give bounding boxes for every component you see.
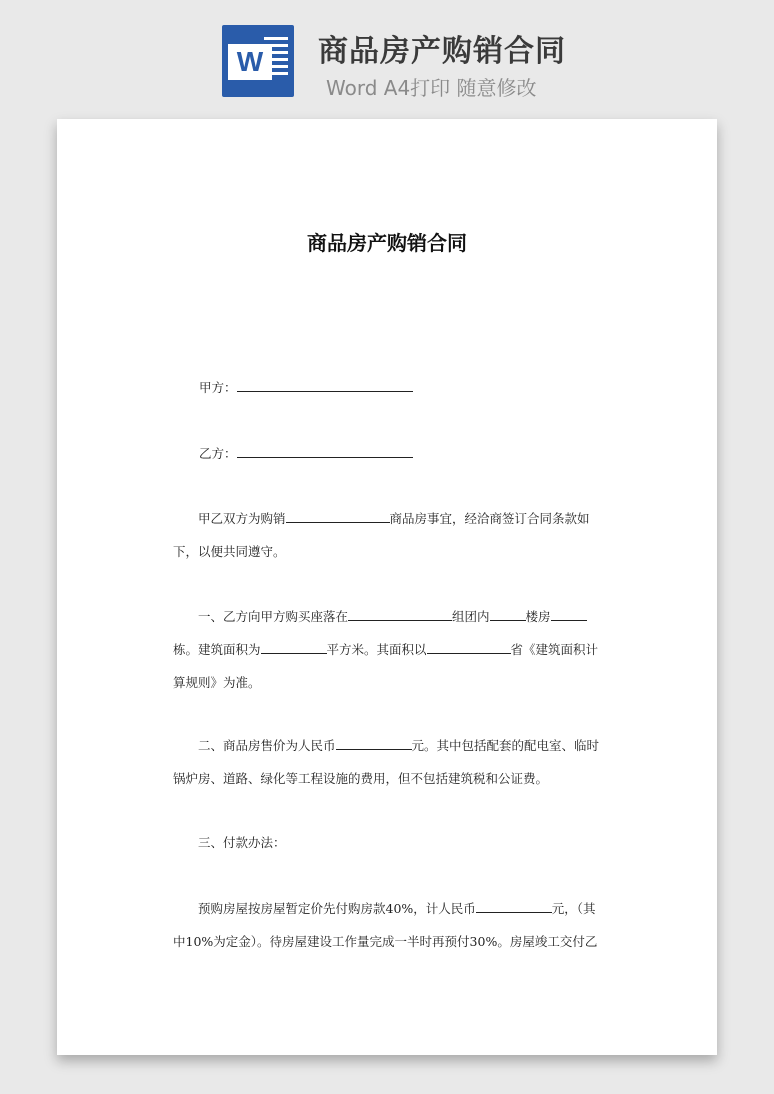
intro-paragraph [173, 502, 603, 568]
intro-text: 下，以便共同遵守。 [173, 544, 286, 559]
clause-3-paragraph [173, 892, 603, 958]
clause-3-text: 元，（其 [551, 901, 596, 916]
party-a-label: 甲方： [199, 380, 237, 395]
clause-1-blank[interactable] [490, 606, 526, 621]
clause-3-heading-text: 三、付款办法： [198, 835, 286, 850]
clause-3-text: 中10%为定金）。待房屋建设工作量完成一半时再预付30%。房屋竣工交付乙 [173, 934, 598, 949]
clause-2-paragraph [173, 729, 603, 795]
page-title: 商品房产购销合同 [318, 34, 566, 69]
party-a-blank[interactable] [237, 377, 413, 392]
intro-blank[interactable] [286, 508, 390, 523]
clause-1-text: 组团内 [452, 609, 490, 624]
clause-1-paragraph [173, 600, 603, 699]
clause-2-blank[interactable] [336, 735, 412, 750]
clause-3-heading [173, 826, 603, 859]
clause-1-blank[interactable] [427, 639, 511, 654]
clause-1-blank[interactable] [551, 606, 587, 621]
party-b-line [199, 443, 413, 462]
clause-2-text: 元。其中包括配套的配电室、临时 [411, 738, 600, 753]
word-icon [222, 25, 294, 97]
clause-1-text: 一、乙方向甲方购买座落在 [198, 609, 349, 624]
word-logo-letter: W [228, 44, 272, 80]
party-b-label: 乙方： [199, 446, 237, 461]
party-a-line [199, 377, 413, 396]
document-title: 商品房产购销合同 [307, 231, 467, 255]
clause-2-text: 锅炉房、道路、绿化等工程设施的费用，但不包括建筑税和公证费。 [173, 771, 549, 786]
clause-1-blank[interactable] [348, 606, 452, 621]
party-b-blank[interactable] [237, 443, 413, 458]
clause-3-blank[interactable] [476, 898, 552, 913]
clause-1-text: 栋。建筑面积为 [173, 642, 261, 657]
header [0, 0, 774, 115]
page-subtitle: Word A4打印 随意修改 [326, 76, 537, 100]
intro-text: 甲乙双方为购销 [198, 511, 286, 526]
document-page [57, 119, 717, 1055]
intro-text: 商品房事宜，经洽商签订合同条款如 [389, 511, 590, 526]
clause-1-text: 平方米。其面积以 [326, 642, 427, 657]
clause-1-text: 算规则》为准。 [173, 675, 261, 690]
clause-2-text: 二、商品房售价为人民币 [198, 738, 336, 753]
clause-3-text: 预购房屋按房屋暂定价先付购房款40%，计人民币 [198, 901, 476, 916]
clause-1-text: 省《建筑面积计 [510, 642, 599, 657]
clause-1-blank[interactable] [261, 639, 327, 654]
clause-1-text: 楼房 [525, 609, 551, 624]
